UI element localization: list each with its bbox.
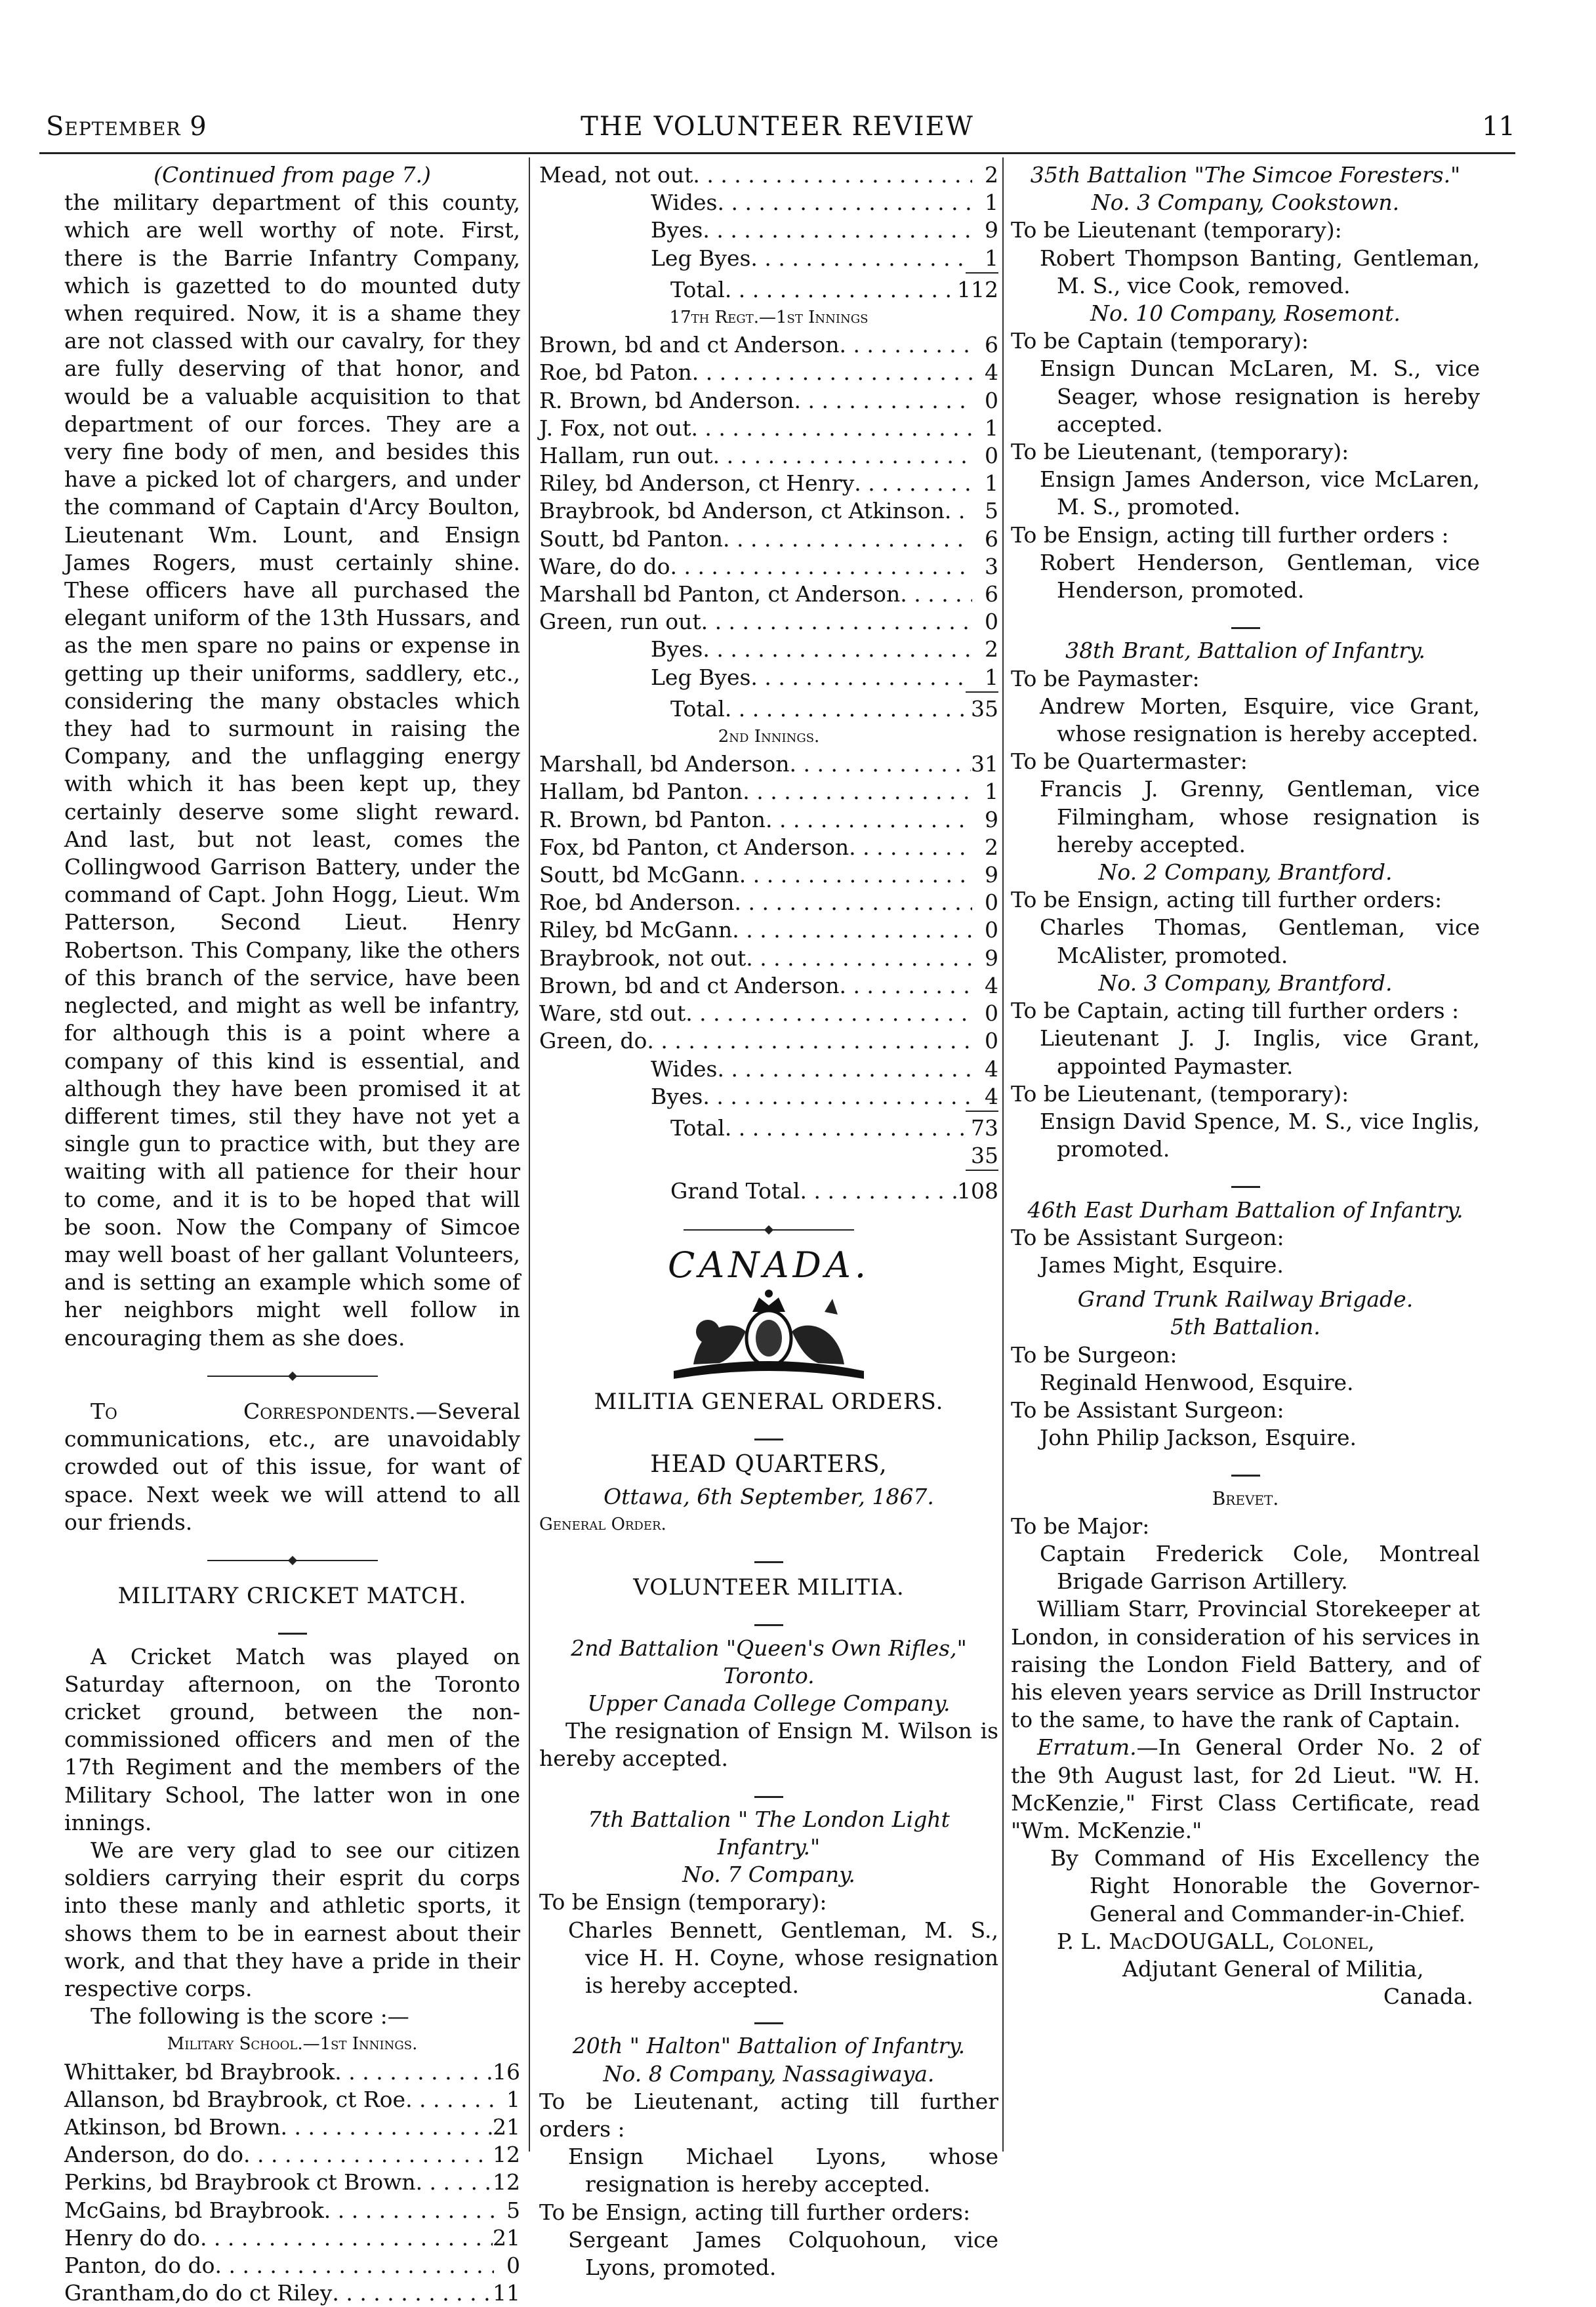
appointment-name: Ensign David Spence, M. S., vice Inglis, promoted.: [1040, 1108, 1480, 1162]
batsman-entry: J. Fox, not out: [539, 415, 691, 441]
runs-value: 31: [971, 751, 998, 777]
score-row: [539, 161, 998, 189]
runs-value: 6: [985, 525, 998, 552]
appointment-label: To be Surgeon:: [1011, 1341, 1177, 1368]
batsman-entry: R. Brown, bd Panton: [539, 806, 766, 832]
company-subtitle: No. 3 Company, Cookstown.: [1091, 190, 1400, 216]
appointment-name: Francis J. Grenny, Gentleman, vice Filmingham, whose resignation is hereby accepted.: [1040, 776, 1480, 857]
canada-heading: CANADA.: [667, 1244, 870, 1286]
score-heading: Military School.—1st Innings.: [167, 2034, 418, 2054]
header-rule: [39, 152, 1515, 154]
score-row: [539, 861, 998, 889]
company-subtitle: No. 7 Company.: [682, 1862, 855, 1888]
battalion-title: 20th " Halton" Battalion of Infantry.: [572, 2033, 966, 2059]
batsman-entry: Grantham,do do ct Riley: [64, 2280, 333, 2306]
company-subtitle: No. 2 Company, Brantford.: [1098, 859, 1393, 886]
general-order-label: General Order.: [539, 1514, 666, 1534]
batsman-entry: Byes: [651, 217, 703, 243]
volunteer-militia-title: VOLUNTEER MILITIA.: [633, 1574, 905, 1601]
order-text: William Starr, Provincial Storekeeper at London, in consideration of his services in raising the London Field Battery, and of his eleven years service as Drill Instructor to the same, to have the rank of Captain.: [1011, 1596, 1480, 1733]
page-header: [39, 112, 1515, 151]
batsman-entry: Atkinson, bd Brown: [64, 2114, 281, 2140]
batsman-entry: Marshall bd Panton, ct Anderson: [539, 581, 901, 607]
score-table: [539, 161, 998, 272]
orders-title: MILITIA GENERAL ORDERS.: [594, 1388, 944, 1415]
batsman-entry: Brown, bd and ct Anderson: [539, 972, 840, 998]
batsman-entry: Mead, not out: [539, 162, 693, 188]
runs-value: 21: [493, 2114, 520, 2140]
batsman-entry: Soutt, bd McGann: [539, 862, 739, 888]
score-row: [539, 806, 998, 834]
score-row: [539, 470, 998, 497]
correspondents-text: —Several communications, etc., are unavoidably crowded out of this issue, for want of space. Next week we will attend to all our friends.: [64, 1398, 520, 1535]
runs-value: 9: [985, 806, 998, 832]
score-row: [539, 972, 998, 1000]
score-total-row: Total . . . 35: [539, 695, 998, 723]
column-3: [1011, 161, 1480, 2011]
erratum-text: —In General Order No. 2 of the 9th August last, for 2d Lieut. "W. H. McKenzie," First Class Certificate, read "Wm. McKenzie.": [1011, 1734, 1480, 1843]
company-subtitle: 5th Battalion.: [1170, 1314, 1320, 1340]
runs-value: 12: [493, 2169, 520, 2195]
column-divider-2: [1002, 157, 1004, 2152]
batsman-entry: Soutt, bd Panton: [539, 525, 724, 552]
appointment-name: Andrew Morten, Esquire, vice Grant, whose resignation is hereby accepted.: [1040, 693, 1480, 747]
order-text: The resignation of Ensign M. Wilson is hereby accepted.: [539, 1718, 998, 1772]
runs-value: 16: [493, 2058, 520, 2085]
company-subtitle: No. 10 Company, Rosemont.: [1090, 300, 1401, 327]
score-total-row: Total . . . 112: [539, 276, 998, 304]
score-row: [539, 245, 998, 272]
runs-value: 1: [985, 415, 998, 441]
batsman-entry: Leg Byes: [651, 245, 751, 271]
battalion-title: Grand Trunk Railway Brigade.: [1077, 1286, 1414, 1313]
batsman-entry: Wides: [651, 1055, 718, 1082]
runs-value: 4: [985, 972, 998, 998]
score-row: [64, 2141, 520, 2169]
score-row: [539, 553, 998, 581]
runs-value: 0: [985, 1000, 998, 1027]
appointment-name: Sergeant James Colquohoun, vice Lyons, promoted.: [568, 2226, 998, 2281]
appointment-name: Captain Frederick Cole, Montreal Brigade Garrison Artillery.: [1040, 1540, 1480, 1595]
runs-value: 9: [985, 217, 998, 243]
runs-value: 2: [985, 636, 998, 663]
score-row: [539, 442, 998, 470]
batsman-entry: Hallam, run out: [539, 443, 713, 469]
batsman-entry: Anderson, do do: [64, 2142, 244, 2168]
score-row: [64, 2224, 520, 2252]
section-separator: [64, 1361, 520, 1389]
short-rule: [1011, 608, 1480, 636]
runs-value: 5: [985, 498, 998, 524]
appointment-name: Ensign James Anderson, vice McLaren, M. S., promoted.: [1040, 466, 1480, 520]
appointment-name: Robert Thompson Banting, Gentleman, M. S., vice Cook, removed.: [1040, 245, 1480, 298]
batsman-entry: Wides: [651, 190, 718, 216]
runs-value: 11: [493, 2280, 520, 2306]
score-heading: 17th Regt.—1st Innings: [669, 308, 869, 328]
score-table: [539, 331, 998, 691]
correspondents-notice: [64, 1398, 520, 1536]
short-rule: [1011, 1456, 1480, 1483]
short-rule: [64, 1614, 520, 1641]
score-row: [539, 778, 998, 806]
cricket-paragraph: We are very glad to see our citizen soldiers carrying their esprit du corps into these manly and athletic sports, it shows them to be in earnest about their work, and that they have a pride in their respective corps.: [64, 1837, 520, 2001]
score-row: [539, 1027, 998, 1055]
appointment-label: To be Lieutenant, (temporary):: [1011, 439, 1349, 465]
score-table: [539, 750, 998, 1111]
erratum-label: Erratum.: [1037, 1734, 1137, 1761]
runs-value: 1: [985, 664, 998, 690]
grand-total-row: Grand Total . . . 108: [539, 1177, 998, 1205]
batsman-entry: Perkins, bd Braybrook ct Brown: [64, 2169, 416, 2195]
batsman-entry: Roe, bd Anderson: [539, 889, 735, 916]
runs-value: 1: [985, 245, 998, 271]
column-divider-1: [529, 157, 530, 2152]
appointment-label: To be Lieutenant, (temporary):: [1011, 1080, 1349, 1107]
runs-value: 3: [985, 553, 998, 579]
runs-value: 4: [985, 1083, 998, 1109]
score-row: [539, 331, 998, 359]
appointment-name: Charles Bennett, Gentleman, M. S., vice H. H. Coyne, whose resignation is hereby accepted.: [568, 1917, 998, 1998]
battalion-title: 35th Battalion "The Simcoe Foresters.": [1030, 162, 1461, 188]
appointment-label: To be Lieutenant, acting till further orders :: [539, 2088, 998, 2142]
signature-title: Adjutant General of Militia,: [1122, 1956, 1424, 1982]
cricket-title: MILITARY CRICKET MATCH.: [117, 1583, 467, 1610]
score-row: [539, 387, 998, 415]
batsman-entry: Panton, do do: [64, 2253, 215, 2279]
appointment-name: Charles Thomas, Gentleman, vice McAlister, promoted.: [1040, 914, 1480, 968]
page-number: 11: [1482, 112, 1515, 142]
battalion-title: 7th Battalion " The London Light Infantry.": [588, 1806, 950, 1860]
score-row: [64, 2058, 520, 2086]
runs-value: 0: [985, 443, 998, 469]
score-row: [539, 834, 998, 861]
runs-value: 12: [493, 2142, 520, 2168]
runs-value: 0: [985, 917, 998, 943]
batsman-entry: R. Brown, bd Anderson: [539, 387, 794, 413]
appointment-label: To be Paymaster:: [1011, 665, 1200, 691]
column-2: [539, 161, 998, 2281]
appointment-name: Reginald Henwood, Esquire.: [1040, 1369, 1354, 1395]
score-row: [539, 189, 998, 216]
batsman-entry: Fox, bd Panton, ct Anderson: [539, 834, 849, 860]
command-line: By Command of His Excellency the Right Honorable the Governor-General and Commander-in-Chief.: [1050, 1845, 1480, 1927]
short-rule: [539, 1777, 998, 1805]
runs-value: 0: [985, 1028, 998, 1054]
dateline: Ottawa, 6th September, 1867.: [604, 1483, 934, 1509]
score-row: [64, 2197, 520, 2224]
batsman-entry: Riley, bd Anderson, ct Henry: [539, 470, 855, 497]
appointment-label: To be Assistant Surgeon:: [1011, 1397, 1284, 1423]
runs-value: 1: [985, 470, 998, 497]
batsman-entry: McGains, bd Braybrook: [64, 2197, 324, 2223]
batsman-entry: Whittaker, bd Braybrook: [64, 2058, 335, 2085]
signature-place: Canada.: [1383, 1984, 1473, 2010]
score-row: [64, 2279, 520, 2307]
runs-value: 5: [506, 2197, 520, 2223]
runs-value: 9: [985, 862, 998, 888]
runs-value: 0: [985, 387, 998, 413]
runs-value: 1: [985, 190, 998, 216]
batsman-entry: Green, run out: [539, 609, 701, 635]
batsman-entry: Brown, bd and ct Anderson: [539, 332, 840, 358]
score-row: [539, 1083, 998, 1111]
score-row: [539, 636, 998, 663]
runs-value: 4: [985, 1055, 998, 1082]
column-1: [64, 161, 520, 2307]
appointment-label: To be Ensign, acting till further orders:: [1011, 887, 1443, 913]
short-rule: [1011, 1167, 1480, 1194]
batsman-entry: Braybrook, not out: [539, 945, 747, 971]
score-heading: 2nd Innings.: [718, 727, 820, 747]
appointment-label: To be Captain (temporary):: [1011, 328, 1309, 354]
company-subtitle: No. 8 Company, Nassagiwaya.: [603, 2060, 935, 2087]
batsman-entry: Marshall, bd Anderson: [539, 751, 790, 777]
batsman-entry: Allanson, bd Braybrook, ct Roe: [64, 2086, 406, 2112]
score-row: [539, 945, 998, 972]
company-subtitle: No. 3 Company, Brantford.: [1098, 970, 1393, 996]
score-row: [539, 1000, 998, 1027]
batsman-entry: Henry do do: [64, 2224, 200, 2251]
short-rule: [539, 1542, 998, 1570]
appointment-label: To be Lieutenant (temporary):: [1011, 217, 1342, 243]
score-row: [539, 497, 998, 525]
runs-value: 2: [985, 162, 998, 188]
appointment-name: James Might, Esquire.: [1040, 1252, 1284, 1278]
score-row: [539, 750, 998, 778]
short-rule: [539, 2003, 998, 2031]
batsman-entry: Green, do: [539, 1028, 647, 1054]
correspondents-heading: To Correspondents.: [91, 1398, 416, 1424]
score-row: [539, 581, 998, 608]
score-row: [539, 216, 998, 244]
header-date: September 9: [46, 112, 207, 142]
runs-value: 4: [985, 359, 998, 386]
continued-note: (Continued from page 7.): [153, 162, 431, 188]
sum-rule: [966, 1170, 998, 1174]
battalion-title: 38th Brant, Battalion of Infantry.: [1065, 638, 1425, 664]
appointment-label: To be Quartermaster:: [1011, 748, 1248, 775]
short-rule: [539, 1605, 998, 1633]
battalion-title: 46th East Durham Battalion of Infantry.: [1027, 1196, 1463, 1223]
runs-value: 0: [506, 2253, 520, 2279]
score-row: [539, 1055, 998, 1083]
appointment-label: To be Ensign (temporary):: [539, 1889, 827, 1915]
score-row: [539, 889, 998, 916]
appointment-name: John Philip Jackson, Esquire.: [1040, 1425, 1357, 1451]
appointment-label: To be Ensign, acting till further orders :: [1011, 521, 1449, 548]
article-paragraph: the military department of this county, which are well worthy of note. First, there is the Barrie Infantry Company, which is gazetted to do mounted duty when required. Now, it is a shame they are not classed with our cavalry, for they are fully deserving of that honor, and would be a valuable acquisition to that department of our forces. They are a very fine body of men, and besides this have a picked lot of chargers, and under the command of Captain d'Arcy Boulton, Lieutenant Wm. Lount, and Ensign James Rogers, must certainly shine. These officers have all purchased the elegant uniform of the 13th Hussars, and as the men spare no pains or expense in getting up their uniforms, saddlery, etc., considering the many obstacles which they had to surmount in raising the Company, and the unflagging energy with which it has been kept up, they certainly deserve some slight reward. And last, but not least, comes the Collingwood Garrison Battery, under the command of Capt. John Hogg, Lieut. Wm Patterson, Second Lieut. Henry Robertson. This Company, like the others of this branch of the service, have been neglected, and might as well be infantry, for although this is a point where a company of this kind is essential, and although they have been promised it at different times, stil they have not yet a single gun to practice with, but they are waiting with all patience for their hour to come, and it is to be hoped that will be soon. Now the Company of Simcoe may well boast of her gallant Volunteers, and is setting an example which some of her neighbors might well follow in encouraging them as she does.: [64, 190, 520, 1351]
score-row: [539, 359, 998, 386]
cricket-paragraph: The following is the score :—: [91, 2003, 409, 2030]
runs-value: 9: [985, 945, 998, 971]
batsman-entry: Ware, do do: [539, 553, 670, 579]
company-subtitle: Upper Canada College Company.: [587, 1690, 951, 1716]
score-row: [64, 2113, 520, 2141]
batsman-entry: Braybrook, bd Anderson, ct Atkinson: [539, 498, 945, 524]
cricket-paragraph: A Cricket Match was played on Saturday afternoon, on the Toronto cricket ground, between the non-commissioned officers and men of the 17th Regiment and the members of the Military School, The latter won in one innings.: [64, 1643, 520, 1835]
score-row: [539, 415, 998, 442]
batsman-entry: Ware, std out: [539, 1000, 686, 1027]
signature-name: P. L. MacDOUGALL, Colonel,: [1057, 1928, 1375, 1954]
appointment-label: To be Ensign, acting till further orders:: [539, 2199, 971, 2225]
masthead-title: THE VOLUNTEER REVIEW: [581, 112, 974, 142]
runs-value: 0: [985, 889, 998, 916]
appointment-label: To be Assistant Surgeon:: [1011, 1224, 1284, 1250]
runs-value: 6: [985, 332, 998, 358]
score-row: [64, 2169, 520, 2196]
runs-value: 1: [506, 2086, 520, 2112]
royal-crest-icon: [661, 1286, 877, 1384]
head-quarters: HEAD QUARTERS,: [650, 1451, 888, 1479]
score-row: [539, 916, 998, 944]
battalion-title: 2nd Battalion "Queen's Own Rifles," Toronto.: [571, 1635, 967, 1688]
score-row: [64, 2252, 520, 2279]
short-rule: [539, 1419, 998, 1447]
score-row: [64, 2086, 520, 2113]
score-total-row: Total . . . 73: [539, 1114, 998, 1142]
runs-value: 0: [985, 609, 998, 635]
score-row: [539, 525, 998, 553]
appointment-name: Ensign Michael Lyons, whose resignation is hereby accepted.: [568, 2144, 998, 2197]
appointment-name: Lieutenant J. J. Inglis, vice Grant, appointed Paymaster.: [1040, 1025, 1480, 1079]
score-table: [64, 2058, 520, 2307]
batsman-entry: Riley, bd McGann: [539, 917, 733, 943]
brevet-heading: Brevet.: [1212, 1487, 1279, 1509]
runs-value: 21: [493, 2224, 520, 2251]
batsman-entry: Roe, bd Paton: [539, 359, 692, 386]
score-row: [539, 664, 998, 691]
runs-value: 1: [985, 779, 998, 805]
appointment-name: Robert Henderson, Gentleman, vice Henderson, promoted.: [1040, 549, 1480, 603]
score-carry-row: 35: [971, 1143, 998, 1169]
batsman-entry: Byes: [651, 1083, 703, 1109]
batsman-entry: Byes: [651, 636, 703, 663]
batsman-entry: Leg Byes: [651, 664, 751, 690]
section-separator: [64, 1545, 520, 1573]
appointment-label: To be Captain, acting till further orders :: [1011, 998, 1460, 1024]
appointment-name: Ensign Duncan McLaren, M. S., vice Seager, whose resignation is hereby accepted.: [1040, 356, 1480, 437]
section-separator: [539, 1215, 998, 1242]
runs-value: 2: [985, 834, 998, 860]
runs-value: 6: [985, 581, 998, 607]
score-row: [539, 608, 998, 636]
appointment-label: To be Major:: [1011, 1513, 1150, 1539]
batsman-entry: Hallam, bd Panton: [539, 779, 743, 805]
erratum-note: [1011, 1734, 1480, 1845]
